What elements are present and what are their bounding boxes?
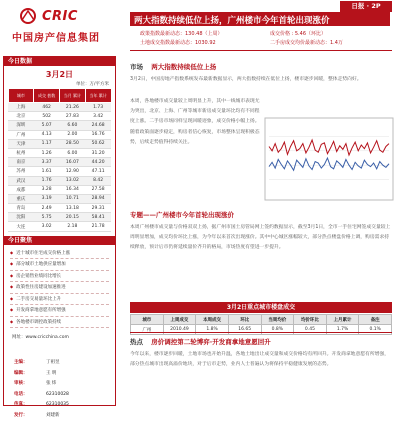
table-cell: 1.8%	[196, 325, 229, 335]
table-cell: 24.68	[85, 121, 111, 130]
table-cell: 广州	[8, 130, 34, 139]
table-header-cell: 当周均价	[261, 315, 294, 325]
table-cell: 大连	[8, 222, 34, 231]
table-cell: 重庆	[8, 194, 34, 203]
table-row	[8, 213, 111, 222]
table-cell: 1.17	[34, 139, 60, 148]
contact-row	[14, 390, 115, 401]
table-cell: 12.90	[60, 167, 86, 176]
contact-role: 传真：	[14, 402, 28, 408]
section-label: 市场	[130, 63, 143, 71]
table-header-cell: 上月累计	[326, 315, 359, 325]
list-item: ◆ 政策性住房建设加速推进	[10, 282, 109, 294]
sidebar	[3, 56, 116, 418]
table-cell: 1.76	[34, 176, 60, 185]
header-divider	[130, 50, 392, 51]
contact-name: 张 炜	[46, 381, 57, 387]
website: 网址：www.cricchina.com	[12, 335, 69, 341]
table-cell: 2.49	[34, 204, 60, 213]
table-cell: 沈阳	[8, 213, 34, 222]
section-heading: 两大指数持续低位上扬	[151, 63, 217, 71]
table-header-cell: 环比	[228, 315, 261, 325]
list-item: ◆ 二手房交易量环比上升	[10, 294, 109, 306]
table-cell: 0.45	[294, 325, 327, 335]
table-row	[8, 185, 111, 194]
table-row	[8, 222, 111, 231]
table-cell: 28.50	[60, 139, 86, 148]
contact-row	[14, 369, 115, 380]
contact-name: 王 明	[46, 370, 57, 376]
table-cell: 1.7%	[326, 325, 359, 335]
table-cell: 3.28	[34, 185, 60, 194]
table-row	[8, 194, 111, 203]
table-cell: 1.61	[34, 167, 60, 176]
table-row	[8, 130, 111, 139]
contacts	[14, 358, 115, 421]
table-cell: 青岛	[8, 204, 34, 213]
contact-row	[14, 358, 115, 369]
table-cell: 29.31	[85, 204, 111, 213]
contact-name: 刘建新	[46, 412, 60, 418]
table-cell: 北京	[8, 112, 34, 121]
table-row	[8, 158, 111, 167]
table-cell: 0.1%	[359, 325, 392, 335]
headline-bar	[130, 12, 390, 26]
sidebar-unit: 单位：万/平方米	[75, 82, 109, 87]
list-item: ◆ 开发商拿地意愿有所增强	[10, 305, 109, 317]
table-cell: 21.26	[60, 103, 86, 112]
table-cell: 5.75	[34, 213, 60, 222]
table-header-cell: 上周成交	[163, 315, 196, 325]
list-item: ◆ 部分城市土地供应量增加	[10, 259, 109, 271]
table-cell: 3.37	[34, 158, 60, 167]
issue-tag: 日报 · 2P	[340, 1, 392, 12]
table-cell: 杭州	[8, 148, 34, 157]
table-cell: 21.78	[85, 222, 111, 231]
chart-frame	[265, 118, 393, 200]
contact-role: 编辑：	[14, 370, 28, 376]
table-cell: 16.34	[60, 185, 86, 194]
table-row	[8, 167, 111, 176]
table-cell: 20.15	[60, 213, 86, 222]
headline: 两大指数持续低位上扬，广州楼市今年首轮出现涨价	[134, 16, 330, 26]
table-header-cell: 城市	[8, 89, 34, 103]
table-cell: 苏州	[8, 167, 34, 176]
section-heading: 房价调控第二轮博弈·开发商拿地意愿回升	[151, 338, 271, 346]
sidebar-date: 3月2日	[45, 70, 74, 79]
market-paragraph-b: 本周，各地楼市成交量较上周明显上升，其中一线城市表现尤为突出，北京、上海、广州等城市新房成交量环比均有不同程度上涨。二手房市场同样呈现回暖迹象，成交价格小幅上扬。随着政策面逐步稳定，购房者信心恢复，市场整体呈现积极态势，后续走势值得持续关注。	[130, 99, 260, 145]
list-item: ◆ 房企销售业绩同比增长	[10, 271, 109, 283]
table-cell: 2010.49	[163, 325, 196, 335]
table-row	[8, 121, 111, 130]
header-meta	[140, 30, 390, 48]
table-cell: 1.73	[85, 103, 111, 112]
section-hot-title	[130, 337, 271, 346]
contact-role: 电话：	[14, 391, 28, 397]
table-row	[8, 204, 111, 213]
market-paragraph-a: 3月2日，中国房地产指数系统发布最新数据显示，两大指数持续在低位上扬，楼市逐步回暖，整体走势向好。	[130, 77, 362, 82]
table-cell: 31.20	[85, 148, 111, 157]
table-cell: 47.11	[85, 167, 111, 176]
table-cell: 50.62	[85, 139, 111, 148]
table-cell: 27.58	[85, 185, 111, 194]
table-cell: 44.20	[85, 158, 111, 167]
table-row	[8, 148, 111, 157]
sidebar-title: 今日数据	[4, 57, 115, 66]
table-cell: 6.60	[60, 121, 86, 130]
table-row	[8, 139, 111, 148]
table-cell: 1.26	[34, 148, 60, 157]
meta-row	[140, 39, 390, 48]
index-line-chart	[265, 118, 393, 200]
table-row	[8, 176, 111, 185]
table-cell: 16.65	[228, 325, 261, 335]
deals-table-title: 3月2日重点城市楼盘成交	[130, 302, 392, 313]
table-cell: 0.8%	[261, 325, 294, 335]
table-cell: 武汉	[8, 176, 34, 185]
table-cell: 10.71	[60, 194, 86, 203]
company-logo	[4, 4, 104, 46]
meta-right: 成交价格 : 5.46（环比）	[270, 31, 326, 37]
table-cell: 4.13	[34, 130, 60, 139]
table-header-cell: 本周成交	[196, 315, 229, 325]
contact-role: 主编：	[14, 360, 28, 366]
logo-chinese: 中国房产信息集团	[12, 33, 100, 44]
table-cell: 3.02	[34, 222, 60, 231]
table-cell: 5.07	[34, 121, 60, 130]
section-heading: 专题——广州楼市今年首轮出现涨价	[130, 211, 234, 219]
table-cell: 2.18	[60, 222, 86, 231]
table-cell: 3.19	[34, 194, 60, 203]
meta-right: 二手房成交均价最新动态：1.4万	[270, 40, 343, 46]
table-header-cell: 备注	[359, 315, 392, 325]
table-header-cell: 当月 累计	[60, 89, 86, 103]
section-divider	[130, 332, 392, 333]
meta-row	[140, 30, 390, 39]
table-cell: 27.83	[60, 112, 86, 121]
section-market-title	[130, 62, 216, 71]
table-cell: 462	[34, 103, 60, 112]
cric-logo-icon	[18, 8, 38, 24]
list-item: ◆ 近十城市住宅成交价格上涨	[10, 248, 109, 260]
table-cell: 深圳	[8, 121, 34, 130]
table-header-cell: 城市	[131, 315, 164, 325]
list-item: ◆ 各地楼市调控政策持续	[10, 317, 109, 329]
table-cell: 28.94	[85, 194, 111, 203]
logo-english: CRIC	[42, 9, 78, 24]
table-cell: 南京	[8, 158, 34, 167]
table-cell: 天津	[8, 139, 34, 148]
table-cell: 广州	[131, 325, 164, 335]
city-data-table	[8, 88, 112, 232]
table-cell: 13.02	[60, 176, 86, 185]
section-guangzhou-title	[130, 210, 234, 219]
table-cell: 16.07	[60, 158, 86, 167]
contact-role: 发行：	[14, 412, 28, 418]
table-cell: 58.41	[85, 213, 111, 222]
table-cell: 8.42	[85, 176, 111, 185]
table-cell: 3.42	[85, 112, 111, 121]
table-header-cell: 均价环比	[294, 315, 327, 325]
guangzhou-paragraph: 本周广州楼市成交量与价格双双上扬，据广州市国土房管局网上签约数据显示，截至3月1日，全市一手住宅网签成交量较上周明显增加，成交均价环比上涨，为今年以来首次出现涨价。其中中心城区涨幅较大，部分热点楼盘价格上调，购房需求持续释放，预计后市仍将延续量价齐升的格局，市场热度有望进一步提升。	[130, 225, 391, 251]
table-row	[8, 112, 111, 121]
contact-row	[14, 411, 115, 421]
contact-row	[14, 400, 115, 411]
contact-name: 62310028	[46, 391, 69, 397]
table-cell: 2.00	[60, 130, 86, 139]
contact-role: 审核：	[14, 381, 28, 387]
table-row	[8, 103, 111, 112]
table-cell: 16.76	[85, 130, 111, 139]
contact-name: 丁祖昱	[46, 360, 60, 366]
section-label: 热点	[130, 338, 143, 346]
table-cell: 成都	[8, 185, 34, 194]
hot-paragraph: 今年以来，楼市逐步回暖，土地市场也开始升温，各地土地出让成交量和成交价格均有所回升。开发商拿地意愿有所增强，部分热点城市出现高溢价地块，对于后市走势，业内人士普遍认为将保持平稳健康发展的态势。	[130, 352, 390, 368]
focus-list	[10, 248, 109, 329]
meta-left: 土地成交指数最新动态：1030.92	[140, 40, 216, 46]
table-cell: 上海	[8, 103, 34, 112]
contact-name: 62310035	[46, 402, 69, 408]
table-cell: 6.00	[60, 148, 86, 157]
table-cell: 502	[34, 112, 60, 121]
table-header-cell: 成交 套数	[34, 89, 60, 103]
meta-left: 政策指数最新动态：130.48（上周）	[140, 31, 223, 37]
focus-title: 今日聚焦	[4, 236, 115, 245]
contact-row	[14, 379, 115, 390]
table-cell: 13.18	[60, 204, 86, 213]
table-header-cell: 当年 累计	[85, 89, 111, 103]
